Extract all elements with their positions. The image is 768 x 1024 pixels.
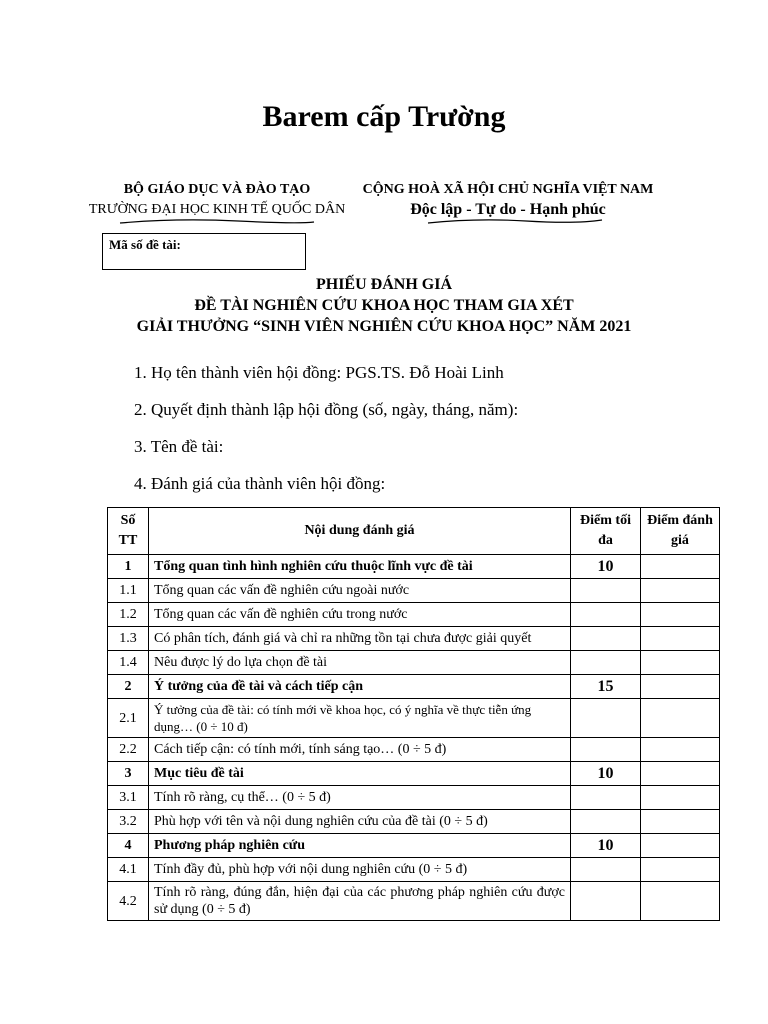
ministry-name: BỘ GIÁO DỤC VÀ ĐÀO TẠO <box>123 182 311 197</box>
row-number: 2 <box>108 675 149 699</box>
row-content: Tổng quan tình hình nghiên cứu thuộc lĩnh vực đề tài <box>149 555 571 579</box>
row-score-cell[interactable] <box>641 627 720 651</box>
info-item-evaluation: 4. Đánh giá của thành viên hội đồng: <box>134 474 386 493</box>
row-max-score <box>571 603 641 627</box>
row-score-cell[interactable] <box>641 810 720 834</box>
row-number: 3.1 <box>108 786 149 810</box>
form-title-line-1: PHIẾU ĐÁNH GIÁ <box>315 276 452 293</box>
row-content: Tính rõ ràng, đúng đắn, hiện đại của các phương pháp nghiên cứu được sử dụng (0 ÷ 5 đ) <box>149 882 571 921</box>
document-title: Barem cấp Trường <box>262 100 506 133</box>
row-content: Phù hợp với tên và nội dung nghiên cứu của đề tài (0 ÷ 5 đ) <box>149 810 571 834</box>
row-score-cell[interactable] <box>641 579 720 603</box>
table-row <box>108 810 720 834</box>
table-row <box>108 699 720 738</box>
row-content: Tính rõ ràng, cụ thể… (0 ÷ 5 đ) <box>149 786 571 810</box>
col-header-content: Nội dung đánh giá <box>149 508 571 555</box>
row-number: 2.1 <box>108 699 149 738</box>
info-item-project-name: 3. Tên đề tài: <box>134 437 224 456</box>
row-max-score <box>571 738 641 762</box>
row-content: Nêu được lý do lựa chọn đề tài <box>149 651 571 675</box>
ministry-header <box>86 180 348 220</box>
row-score-cell[interactable] <box>641 738 720 762</box>
row-content: Cách tiếp cận: có tính mới, tính sáng tạo… (0 ÷ 5 đ) <box>149 738 571 762</box>
info-items-list <box>134 362 518 510</box>
table-header-row <box>108 508 720 555</box>
row-max-score <box>571 882 641 921</box>
row-max-score: 10 <box>571 834 641 858</box>
row-content: Tổng quan các vấn đề nghiên cứu trong nước <box>149 603 571 627</box>
table-row <box>108 651 720 675</box>
info-item-decision: 2. Quyết định thành lập hội đồng (số, ngày, tháng, năm): <box>134 400 519 419</box>
university-underline-stroke <box>118 217 318 227</box>
table-row <box>108 882 720 921</box>
col-header-max: Điểm tối đa <box>571 508 641 555</box>
form-title <box>0 274 768 337</box>
form-title-line-2: ĐỀ TÀI NGHIÊN CỨU KHOA HỌC THAM GIA XÉT <box>194 297 574 314</box>
row-score-cell[interactable] <box>641 786 720 810</box>
row-number: 4.2 <box>108 882 149 921</box>
row-number: 1 <box>108 555 149 579</box>
row-number: 1.3 <box>108 627 149 651</box>
form-title-line-3: GIẢI THƯỞNG “SINH VIÊN NGHIÊN CỨU KHOA HỌC” NĂM 2021 <box>136 318 632 335</box>
col-header-no: Số TT <box>108 508 149 555</box>
national-header <box>358 180 658 220</box>
row-max-score <box>571 579 641 603</box>
row-max-score: 15 <box>571 675 641 699</box>
row-max-score <box>571 699 641 738</box>
row-max-score <box>571 651 641 675</box>
table-row <box>108 762 720 786</box>
row-number: 1.4 <box>108 651 149 675</box>
row-max-score <box>571 858 641 882</box>
row-score-cell[interactable] <box>641 555 720 579</box>
row-number: 4.1 <box>108 858 149 882</box>
table-row <box>108 555 720 579</box>
row-number: 2.2 <box>108 738 149 762</box>
row-score-cell[interactable] <box>641 834 720 858</box>
row-content: Mục tiêu đề tài <box>149 762 571 786</box>
row-content: Tính đầy đủ, phù hợp với nội dung nghiên cứu (0 ÷ 5 đ) <box>149 858 571 882</box>
row-max-score <box>571 786 641 810</box>
table-row <box>108 786 720 810</box>
table-row <box>108 675 720 699</box>
row-max-score <box>571 810 641 834</box>
evaluation-table <box>107 507 720 921</box>
row-max-score: 10 <box>571 762 641 786</box>
row-number: 1.1 <box>108 579 149 603</box>
info-item-council-member: 1. Họ tên thành viên hội đồng: PGS.TS. Đỗ Hoài Linh <box>134 363 504 382</box>
row-number: 3.2 <box>108 810 149 834</box>
row-score-cell[interactable] <box>641 651 720 675</box>
row-content: Tổng quan các vấn đề nghiên cứu ngoài nước <box>149 579 571 603</box>
motto-underline-stroke <box>426 216 606 228</box>
project-code-label: Mã số đề tài: <box>109 237 181 252</box>
national-motto: Độc lập - Tự do - Hạnh phúc <box>410 201 606 218</box>
row-content: Ý tưởng của đề tài: có tính mới về khoa học, có ý nghĩa về thực tiễn ứng dụng… (0 ÷ 10 đ) <box>149 699 571 738</box>
table-row <box>108 858 720 882</box>
row-number: 4 <box>108 834 149 858</box>
row-number: 3 <box>108 762 149 786</box>
row-content: Có phân tích, đánh giá và chỉ ra những tồn tại chưa được giải quyết <box>149 627 571 651</box>
row-score-cell[interactable] <box>641 858 720 882</box>
row-content: Phương pháp nghiên cứu <box>149 834 571 858</box>
row-score-cell[interactable] <box>641 603 720 627</box>
row-max-score: 10 <box>571 555 641 579</box>
table-row <box>108 603 720 627</box>
row-score-cell[interactable] <box>641 762 720 786</box>
university-name: TRƯỜNG ĐẠI HỌC KINH TẾ QUỐC DÂN <box>88 202 346 217</box>
row-number: 1.2 <box>108 603 149 627</box>
table-row <box>108 834 720 858</box>
row-score-cell[interactable] <box>641 882 720 921</box>
row-max-score <box>571 627 641 651</box>
row-score-cell[interactable] <box>641 699 720 738</box>
country-name: CỘNG HOÀ XÃ HỘI CHỦ NGHĨA VIỆT NAM <box>362 182 654 197</box>
table-row <box>108 627 720 651</box>
col-header-score: Điểm đánh giá <box>641 508 720 555</box>
table-row <box>108 738 720 762</box>
row-score-cell[interactable] <box>641 675 720 699</box>
project-code-box <box>102 233 306 270</box>
table-row <box>108 579 720 603</box>
row-content: Ý tưởng của đề tài và cách tiếp cận <box>149 675 571 699</box>
